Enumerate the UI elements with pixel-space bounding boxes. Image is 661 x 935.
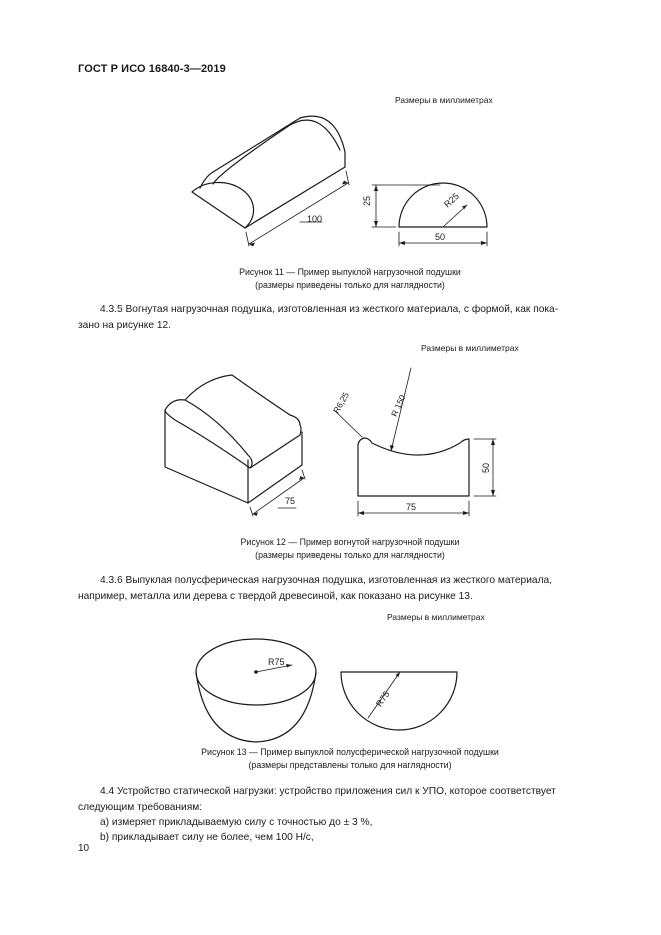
- fig11-caption-note: (размеры приведены только для наглядности): [255, 280, 445, 290]
- fig12-concave-block-3d: [165, 375, 302, 503]
- fig13-caption-note: (размеры представлены только для наглядности): [248, 760, 452, 770]
- fig12-caption-note: (размеры приведены только для наглядности): [255, 550, 445, 560]
- fig11-profile-dimensions: [372, 185, 487, 246]
- fig13-side-profile: [341, 672, 457, 730]
- fig13-caption-title: Рисунок 13 — Пример выпуклой полусферической нагрузочной подушки: [201, 747, 499, 757]
- paragraph-4-3-6: [78, 573, 616, 604]
- fig11-half-cylinder-3d: [192, 116, 345, 228]
- fig11-caption-title: Рисунок 11 — Пример выпуклой нагрузочной подушки: [239, 267, 461, 277]
- paragraph-4-3-5-line1: 4.3.5 Вогнутая нагрузочная подушка, изготовленная из жесткого материала, с формой, как пока-: [100, 304, 559, 315]
- fig11-length-label: 100: [307, 214, 323, 224]
- fig11-caption: [190, 266, 510, 292]
- fig12-large-radius-label: R 150: [389, 393, 408, 419]
- fig13-center-dot: [254, 670, 258, 674]
- paragraph-4-3-6-line1: 4.3.6 Выпуклая полусферическая нагрузочная подушка, изготовленная из жесткого материала,: [100, 575, 553, 586]
- paragraph-4-4-line2: следующим требованиям:: [78, 801, 203, 813]
- fig12-caption-title: Рисунок 12 — Пример вогнутой нагрузочной подушки: [240, 537, 460, 547]
- fig13-caption: [150, 746, 550, 772]
- fig11-height-label: 25: [362, 195, 372, 206]
- units-note-fig13: Размеры в миллиметрах: [387, 612, 485, 622]
- fig11-radius-label: R25: [442, 190, 461, 210]
- units-note-fig11: Размеры в миллиметрах: [395, 95, 493, 105]
- fig12-width-label: 75: [406, 502, 417, 512]
- paragraph-4-3-6-line2: например, металла или дерева с твердой древесиной, как показано на рисунке 13.: [78, 590, 473, 602]
- fig11-width-label: 50: [435, 232, 446, 242]
- fig11-semicircle-profile: [399, 183, 487, 227]
- fig12-concave-profile: [358, 438, 469, 496]
- document-header: ГОСТ Р ИСО 16840-3—2019: [78, 63, 226, 75]
- fig13-hemisphere-3d: [196, 639, 316, 742]
- paragraph-4-4-line1: 4.4 Устройство статической нагрузки: устройство приложения сил к УПО, которое соответствует: [100, 786, 556, 797]
- fig12-height-label: 50: [481, 462, 491, 473]
- fig13-top-radius-label: R75: [268, 657, 285, 667]
- paragraph-4-3-5-line2: зано на рисунке 12.: [78, 319, 171, 331]
- units-note-fig12: Размеры в миллиметрах: [421, 343, 519, 353]
- fig11-length-dimension: [246, 171, 349, 246]
- paragraph-4-4: [78, 784, 616, 815]
- paragraph-4-3-5: [78, 302, 616, 333]
- fig12-depth-dimension: [250, 470, 305, 516]
- fig12-depth-label: 75: [285, 496, 296, 506]
- fig12-caption: [190, 536, 510, 562]
- fig12-small-radius-label: R6,25: [331, 390, 352, 415]
- fig13-side-radius-label: R75: [374, 689, 392, 709]
- requirement-item-a: a) измеряет прикладываемую силу с точностью до ± 3 %,: [100, 817, 373, 828]
- page-number: 10: [78, 843, 90, 854]
- requirement-item-b: b) прикладывает силу не более, чем 100 Н/с,: [100, 832, 314, 843]
